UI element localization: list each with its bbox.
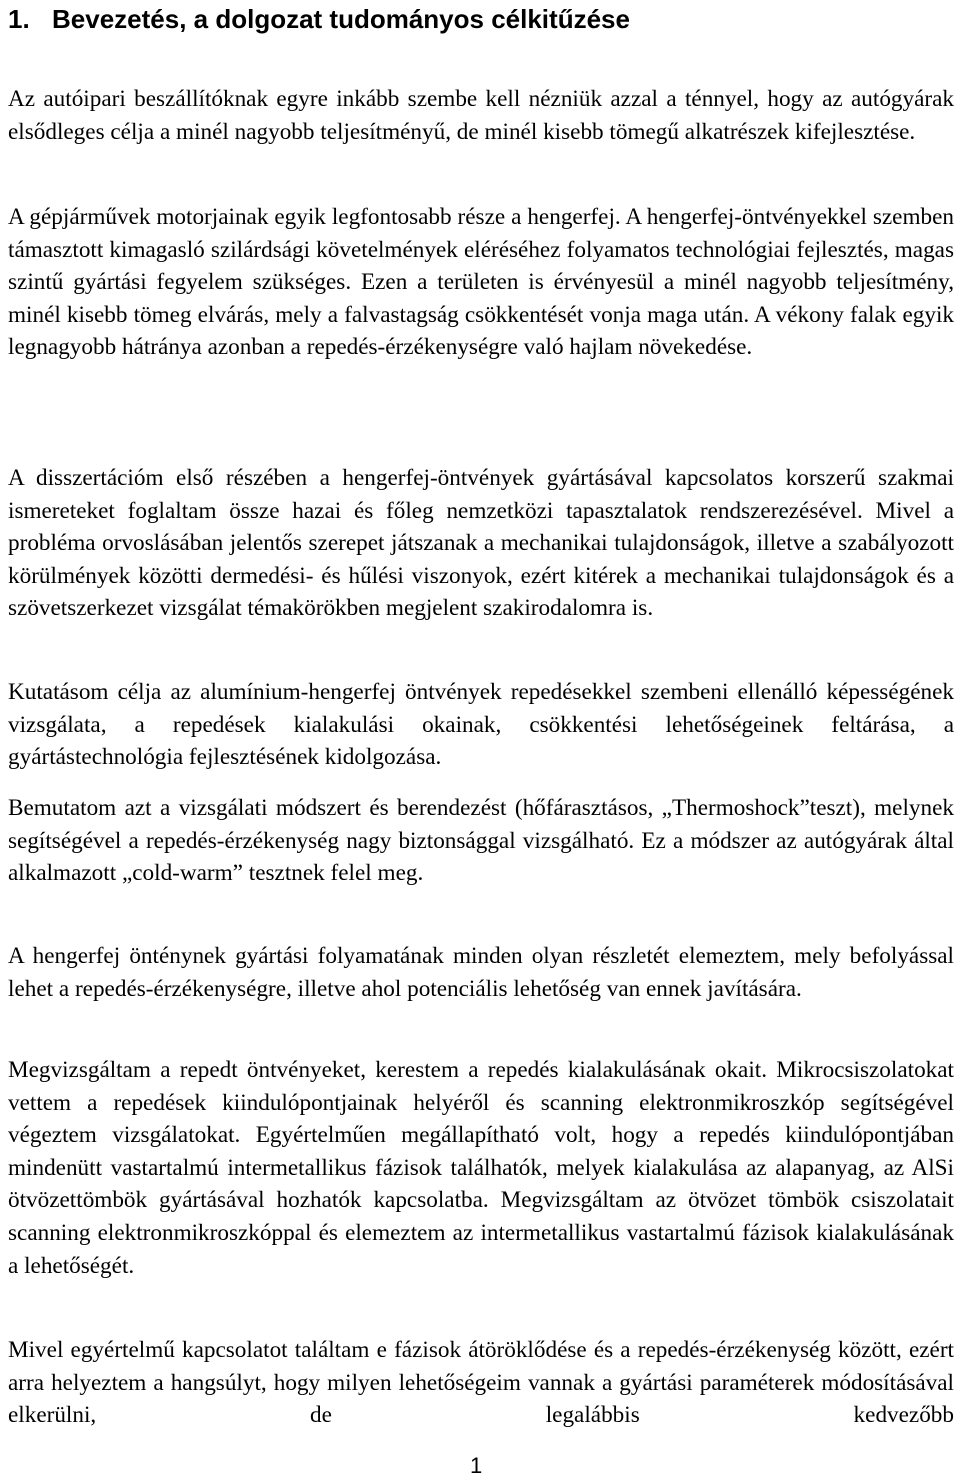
paragraph-inheritance: Mivel egyértelmű kapcsolatot találtam e fázisok átöröklődése és a repedés-érzékenység között, ezért arra helyeztem a hangsúlyt, hogy milyen lehetőségeim vannak a gyártási paraméterek módosításával elkerülni, de legalábbis kedvezőbb (8, 1337, 954, 1429)
chapter-heading (8, 2, 630, 36)
paragraph-intro: Az autóipari beszállítóknak egyre inkább szembe kell nézniük azzal a ténnyel, hogy az autógyárak elsődleges célja a minél nagyobb teljesítményű, de minél kisebb tömegű alkatrészek kifejlesztése. (8, 86, 954, 145)
paragraph-research-goal: Kutatásom célja az alumínium-hengerfej öntvények repedésekkel szembeni ellenálló képességének vizsgálata, a repedések kialakulási okainak, csökkentési lehetőségeinek feltárása, a gyártástechnológia fejlesztésének kidolgozása. (8, 679, 954, 771)
chapter-number: 1. (8, 4, 30, 34)
chapter-title: Bevezetés, a dolgozat tudományos célkitűzése (52, 4, 630, 34)
paragraph-production-analysis: A hengerfej önténynek gyártási folyamatának minden olyan részletét elemeztem, mely befolyással lehet a repedés-érzékenységre, illetve ahol potenciális lehetőség van ennek javítására. (8, 943, 954, 1002)
paragraph-test-method: Bemutatom azt a vizsgálati módszert és berendezést (hőfárasztásos, „Thermoshock”teszt), melynek segítségével a repedés-érzékenység nagy biztonsággal vizsgálható. Ez a módszer az autógyárak által alkalmazott „cold-warm” tesztnek felel meg. (8, 795, 954, 887)
paragraph-cracked-castings: Megvizsgáltam a repedt öntvényeket, kerestem a repedés kialakulásának okait. Mikrocsiszolatokat vettem a repedések kiindulópontjainak helyéről és scanning elektronmikroszkóp segítségével végeztem vizsgálatokat. Egyértelműen megállapítható volt, hogy a repedés kiindulópontjában mindenütt vastartalmú intermetallikus fázisok találhatók, melyek kialakulása az alapanyag, az AlSi ötvözettömbök gyártásával hozhatók kapcsolatba. Megvizsgáltam az ötvözet tömbök csiszolatait scanning elektronmikroszkóppal és elemeztem az intermetallikus vastartalmú fázisok kialakulásának a lehetőségét. (8, 1057, 954, 1279)
document-page (8, 0, 954, 1484)
paragraph-dissertation-first-part: A disszertációm első részében a hengerfej-öntvények gyártásával kapcsolatos korszerű szakmai ismereteket foglaltam össze hazai és főleg nemzetközi tapasztalatok rendszerezésével. Mivel a probléma orvoslásában jelentős szerepet játszanak a mechanikai tulajdonságok, illetve a szabályozott körülmények közötti dermedési- és hűlési viszonyok, ezért kitérek a mechanikai tulajdonságok és a szövetszerkezet vizsgálat témakörökben megjelent szakirodalomra is. (8, 465, 954, 622)
paragraph-cylinder-head: A gépjárművek motorjainak egyik legfontosabb része a hengerfej. A hengerfej-öntvényekkel szemben támasztott kimagasló szilárdsági követelmények eléréséhez folyamatos technológiai fejlesztés, magas szintű gyártási fegyelem szükséges. Ezen a területen is érvényesül a minél nagyobb teljesítmény, minél kisebb tömeg elvárás, mely a falvastagság csökkentését vonja maga után. A vékony falak egyik legnagyobb hátránya azonban a repedés-érzékenységre való hajlam növekedése. (8, 204, 954, 361)
page-number: 1 (470, 1453, 483, 1478)
